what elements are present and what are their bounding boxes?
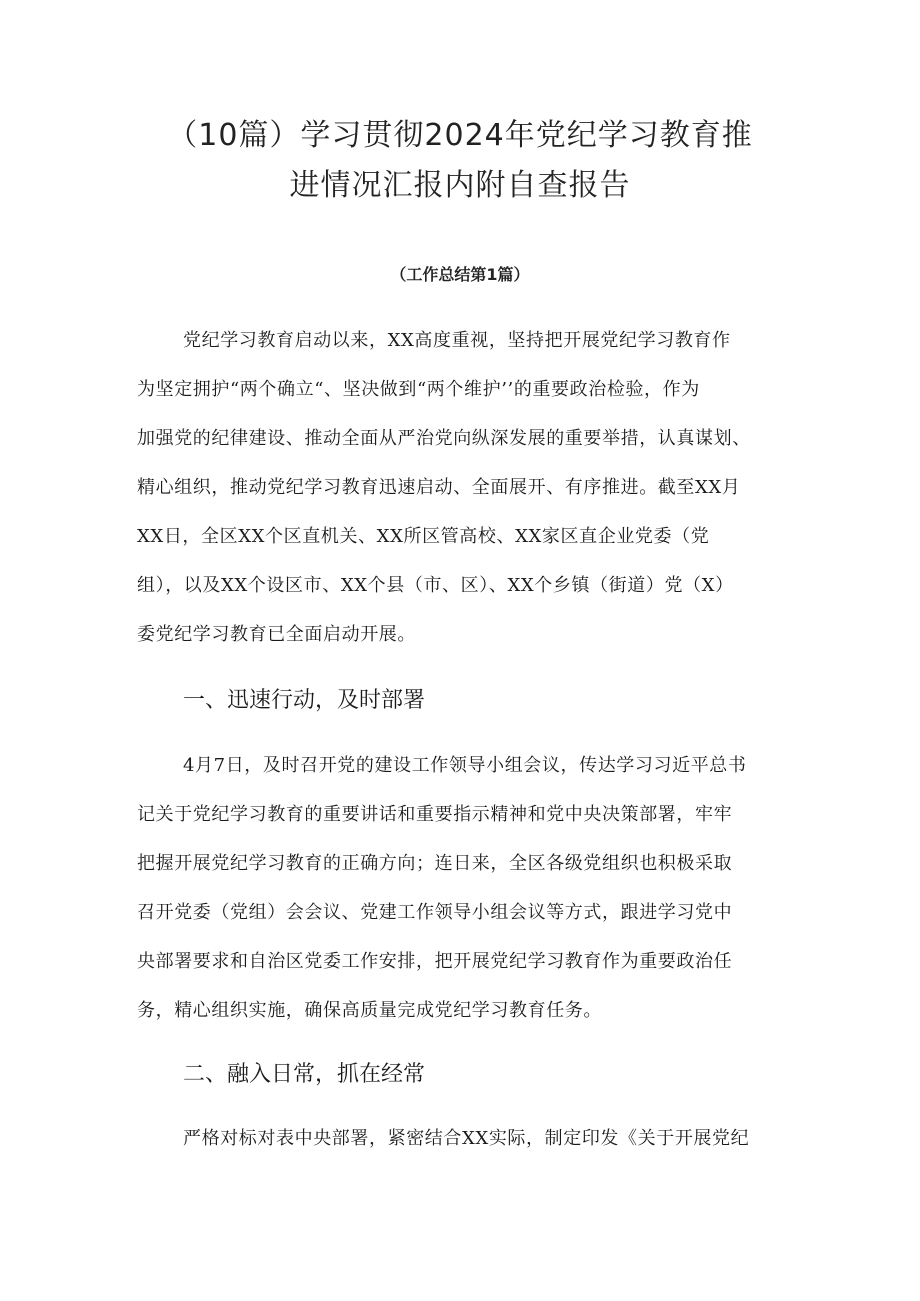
paragraph-2-line: 4月7日，及时召开党的建设工作领导小组会议，传达学习习近平总书 [183, 755, 747, 776]
section-heading-1: 一、迅速行动，及时部署 [183, 688, 426, 713]
paragraph-2-line: 把握开展党纪学习教育的正确方向；连日来，全区各级党组织也积极采取 [137, 853, 733, 874]
paragraph-3-line: 严格对标对表中央部署，紧密结合XX实际，制定印发《关于开展党纪 [183, 1128, 750, 1149]
paragraph-2-line: 务，精心组织实施，确保高质量完成党纪学习教育任务。 [137, 1000, 602, 1021]
paragraph-1-line: 委党纪学习教育已全面启动开展。 [137, 624, 416, 645]
paragraph-1-line: 加强党的纪律建设、推动全面从严治党向纵深发展的重要举措，认真谋划、 [137, 428, 751, 449]
paragraph-1-line: XX日，全区XX个区直机关、XX所区管高校、XX家区直企业党委（党 [137, 526, 710, 547]
paragraph-1-line: 为坚定拥护“两个确立“、坚决做到“两个维护’’的重要政治检验，作为 [137, 379, 700, 400]
section-subtitle: （工作总结第1篇） [390, 265, 530, 284]
paragraph-2-line: 记关于党纪学习教育的重要讲话和重要指示精神和党中央决策部署，牢牢 [137, 804, 733, 825]
document-title-line-2: 进情况汇报内附自查报告 [289, 168, 631, 203]
paragraph-2-line: 央部署要求和自治区党委工作安排，把开展党纪学习教育作为重要政治任 [137, 951, 733, 972]
paragraph-1-line: 党纪学习教育启动以来，XX高度重视，坚持把开展党纪学习教育作 [183, 330, 731, 351]
paragraph-2-line: 召开党委（党组）会会议、党建工作领导小组会议等方式，跟进学习党中 [137, 902, 733, 923]
paragraph-1-line: 精心组织，推动党纪学习教育迅速启动、全面展开、有序推进。截至XX月 [137, 477, 741, 498]
section-heading-2: 二、融入日常，抓在经常 [183, 1062, 426, 1087]
document-title-line-1: （10篇）学习贯彻2024年党纪学习教育推 [167, 118, 753, 153]
paragraph-1-line: 组），以及XX个设区市、XX个县（市、区）、XX个乡镇（街道）党（X） [137, 575, 734, 596]
